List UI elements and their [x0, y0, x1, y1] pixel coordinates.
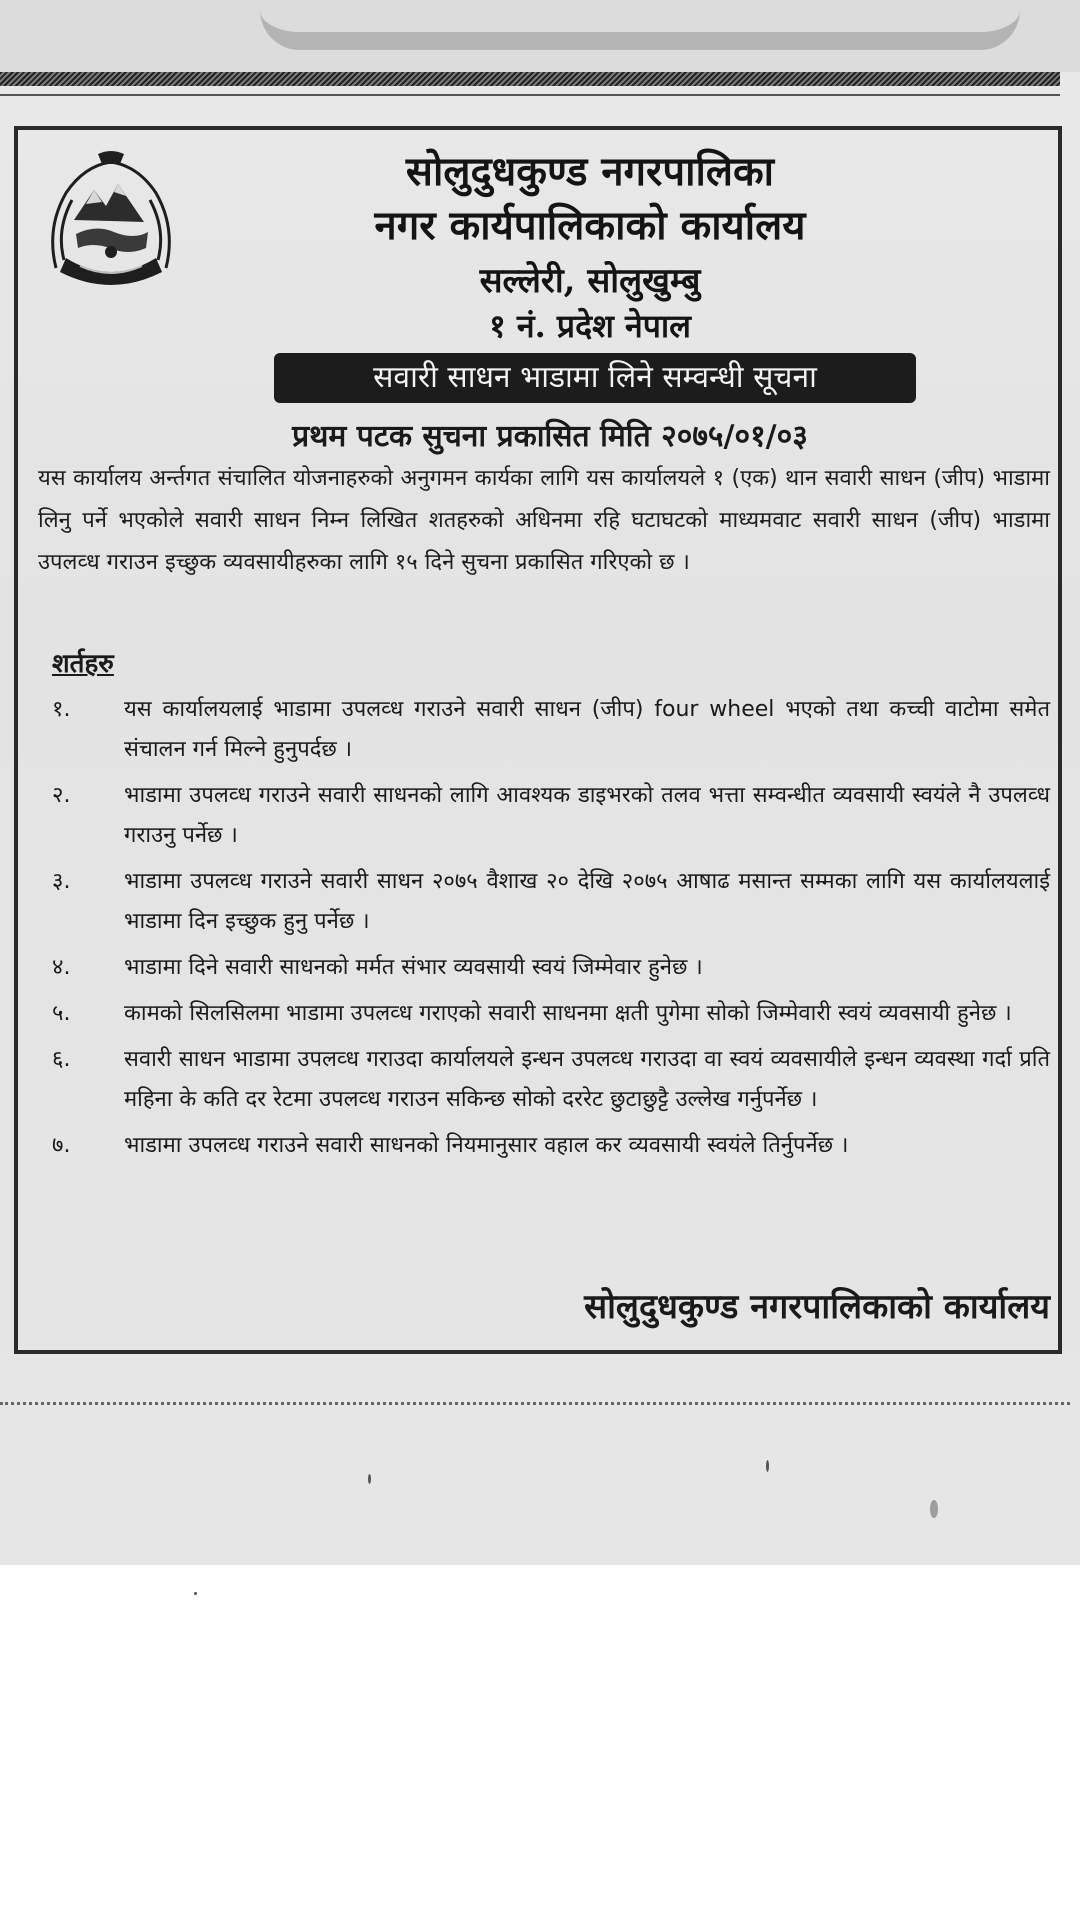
condition-item: [52, 994, 1050, 1034]
condition-item: [52, 776, 1050, 856]
condition-number: ७.: [52, 1133, 71, 1158]
publication-date: प्रथम पटक सुचना प्रकासित मिति २०७५/०१/०३: [292, 419, 808, 454]
previous-article-strip: [0, 0, 1080, 72]
conditions-heading: शर्तहरु: [52, 649, 114, 679]
column-rule-thick: [0, 72, 1060, 86]
previous-article-fragment: [260, 0, 1020, 50]
condition-text: भाडामा उपलव्ध गराउने सवारी साधनको नियमानुसार वहाल कर व्यवसायी स्वयंले तिर्नुपर्नेछ ।: [124, 1133, 849, 1158]
intro-paragraph: यस कार्यालय अर्न्तगत संचालित योजनाहरुको अनुगमन कार्यका लागि यस कार्यालयले १ (एक) थान सवारी साधन (जीप) भाडामा लिनु पर्ने भएकोले सवारी साधन निम्न लिखित शतहरुको अधिनमा रहि घटाघटको माध्यमवाट सवारी साधन (जीप) भाडामा उपलव्ध गराउन इच्छुक व्यवसायीहरुका लागि १५ दिने सुचना प्रकासित गरिएको छ ।: [38, 466, 1050, 575]
condition-number: ६.: [52, 1047, 71, 1072]
municipality-name: सोलुदुधकुण्ड नगरपालिका: [405, 148, 775, 195]
condition-text: सवारी साधन भाडामा उपलव्ध गराउदा कार्यालयले इन्धन उपलव्ध गराउदा वा स्वयं व्यवसायीले इन्धन व्यवस्था गर्दा प्रति महिना के कति दर रेटमा उपलव्ध गराउन सकिन्छ सोको दररेट छुटाछुट्टै उल्लेख गर्नुपर्नेछ ।: [124, 1047, 1050, 1112]
condition-text: यस कार्यालयलाई भाडामा उपलव्ध गराउने सवारी साधन (जीप) four wheel भएको तथा कच्ची वाटोमा समेत संचालन गर्न मिल्ने हुनुपर्दछ ।: [124, 697, 1050, 762]
condition-item: [52, 948, 1050, 988]
print-speck: [368, 1474, 371, 1484]
condition-item: [52, 1126, 1050, 1166]
office-name: नगर कार्यपालिकाको कार्यालय: [374, 202, 806, 249]
condition-number: २.: [52, 783, 71, 808]
condition-text: भाडामा उपलव्ध गराउने सवारी साधन २०७५ वैशाख २० देखि २०७५ आषाढ मसान्त सम्मका लागि यस कार्यालयलाई भाडामा दिन इच्छुक हुनु पर्नेछ ।: [124, 869, 1050, 934]
condition-item: [52, 862, 1050, 942]
condition-number: ३.: [52, 869, 71, 894]
condition-text: कामको सिलसिलमा भाडामा उपलव्ध गराएको सवारी साधनमा क्षती पुगेमा सोको जिम्मेवारी स्वयं व्यवसायी हुनेछ ।: [124, 1001, 1012, 1026]
conditions-list: [52, 690, 1050, 1172]
print-speck: [930, 1500, 938, 1518]
condition-text: भाडामा उपलव्ध गराउने सवारी साधनको लागि आवश्यक डाइभरको तलव भत्ता सम्वन्धीत व्यवसायी स्वयंले नै उपलव्ध गराउनु पर्नेछ ।: [124, 783, 1050, 848]
print-speck: [766, 1460, 769, 1472]
condition-item: [52, 1040, 1050, 1120]
dotted-separator: [0, 1402, 1070, 1405]
column-rule-thin: [0, 94, 1060, 96]
issuing-office-signature: सोलुदुधकुण्ड नगरपालिकाको कार्यालय: [584, 1287, 1050, 1327]
province-name: १ नं. प्रदेश नेपाल: [489, 307, 691, 345]
condition-text: भाडामा दिने सवारी साधनको मर्मत संभार व्यवसायी स्वयं जिम्मेवार हुनेछ ।: [124, 955, 703, 980]
condition-number: ५.: [52, 1001, 71, 1026]
condition-number: ४.: [52, 955, 71, 980]
office-location: सल्लेरी, सोलुखुम्बु: [479, 261, 701, 301]
notice-title: सवारी साधन भाडामा लिने सम्वन्धी सूचना: [274, 353, 916, 403]
nepal-emblem-icon: [36, 148, 186, 294]
condition-number: १.: [52, 697, 71, 722]
condition-item: [52, 690, 1050, 770]
print-speck: [194, 1592, 197, 1595]
